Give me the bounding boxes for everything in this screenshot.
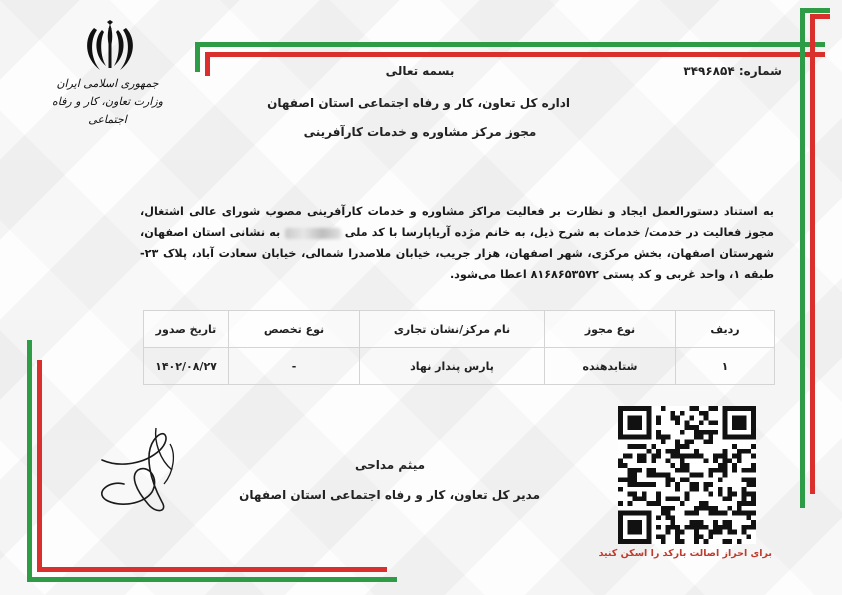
page-title: مجوز مرکز مشاوره و خدمات کارآفرینی — [303, 125, 537, 139]
top-green-stripe — [195, 42, 825, 47]
bismillah: بسمه تعالی — [385, 64, 455, 78]
number-label: شماره: — [738, 64, 782, 78]
right-green-top — [800, 8, 830, 13]
signatory-name: میثم مداحی — [354, 458, 426, 472]
license-table — [143, 310, 775, 385]
left-green-stripe — [27, 340, 32, 582]
office-name: اداره کل تعاون، کار و رفاه اجتماعی استان اصفهان — [267, 96, 570, 110]
license-text — [140, 201, 774, 285]
number-value: ۳۴۹۶۸۵۴ — [683, 64, 735, 78]
ministry-line1: جمهوری اسلامی ایران — [56, 77, 159, 90]
iran-emblem-icon — [80, 20, 140, 75]
signatory-role: مدیر کل تعاون، کار و رفاه اجتماعی استان اصفهان — [239, 488, 540, 502]
handwritten-signature — [90, 420, 200, 520]
col-specialty: نوع تخصص — [229, 311, 360, 348]
redacted-national-id — [285, 228, 341, 239]
left-red-stripe — [37, 360, 42, 572]
cell-license-type: شتابدهنده — [545, 348, 676, 385]
qr-code — [618, 406, 756, 544]
top-red-stripe — [205, 52, 825, 57]
ministry-line2: وزارت تعاون، کار و رفاه اجتماعی — [52, 95, 163, 126]
license-text-part2: به نشانی استان اصفهان، شهرستان اصفهان، بخش مرکزی، شهر اصفهان، هزار جریب، خیابان ملاصدرا شمالی، خیابان سعادت آباد، پلاک ۲۳- طبقه ۱، واحد غربی و کد پستی ۸۱۶۸۶۵۳۵۷۲ اعطا می‌شود. — [140, 226, 774, 281]
license-text-part1: به استناد دستورالعمل ایجاد و نظارت بر فعالیت مراکز مشاوره و خدمات کارآفرینی مصوب شورای عالی اشتغال، مجوز فعالیت در خدمت/ خدمات به شرح ذیل، به خانم مژده آریاپارسا با کد ملی — [140, 205, 774, 239]
col-center-name: نام مرکز/نشان تجاری — [360, 311, 545, 348]
cell-specialty: - — [229, 348, 360, 385]
right-red-top — [810, 14, 830, 19]
document-number — [683, 64, 782, 78]
table-row — [144, 348, 775, 385]
col-issue-date: تاریخ صدور — [144, 311, 229, 348]
bottom-red-stripe — [37, 567, 387, 572]
right-red-stripe — [810, 14, 815, 494]
top-red-stripe-v — [205, 52, 210, 76]
qr-caption: برای احراز اصالت بارکد را اسکن کنید — [598, 548, 772, 559]
right-green-stripe — [800, 8, 805, 508]
cell-row-number: ۱ — [676, 348, 775, 385]
cell-issue-date: ۱۴۰۲/۰۸/۲۷ — [144, 348, 229, 385]
col-row-number: ردیف — [676, 311, 775, 348]
ministry-name — [40, 75, 175, 129]
cell-center-name: پارس پندار نهاد — [360, 348, 545, 385]
col-license-type: نوع مجوز — [545, 311, 676, 348]
table-header-row — [144, 311, 775, 348]
bottom-green-stripe — [27, 577, 397, 582]
top-green-stripe-v — [195, 42, 200, 72]
